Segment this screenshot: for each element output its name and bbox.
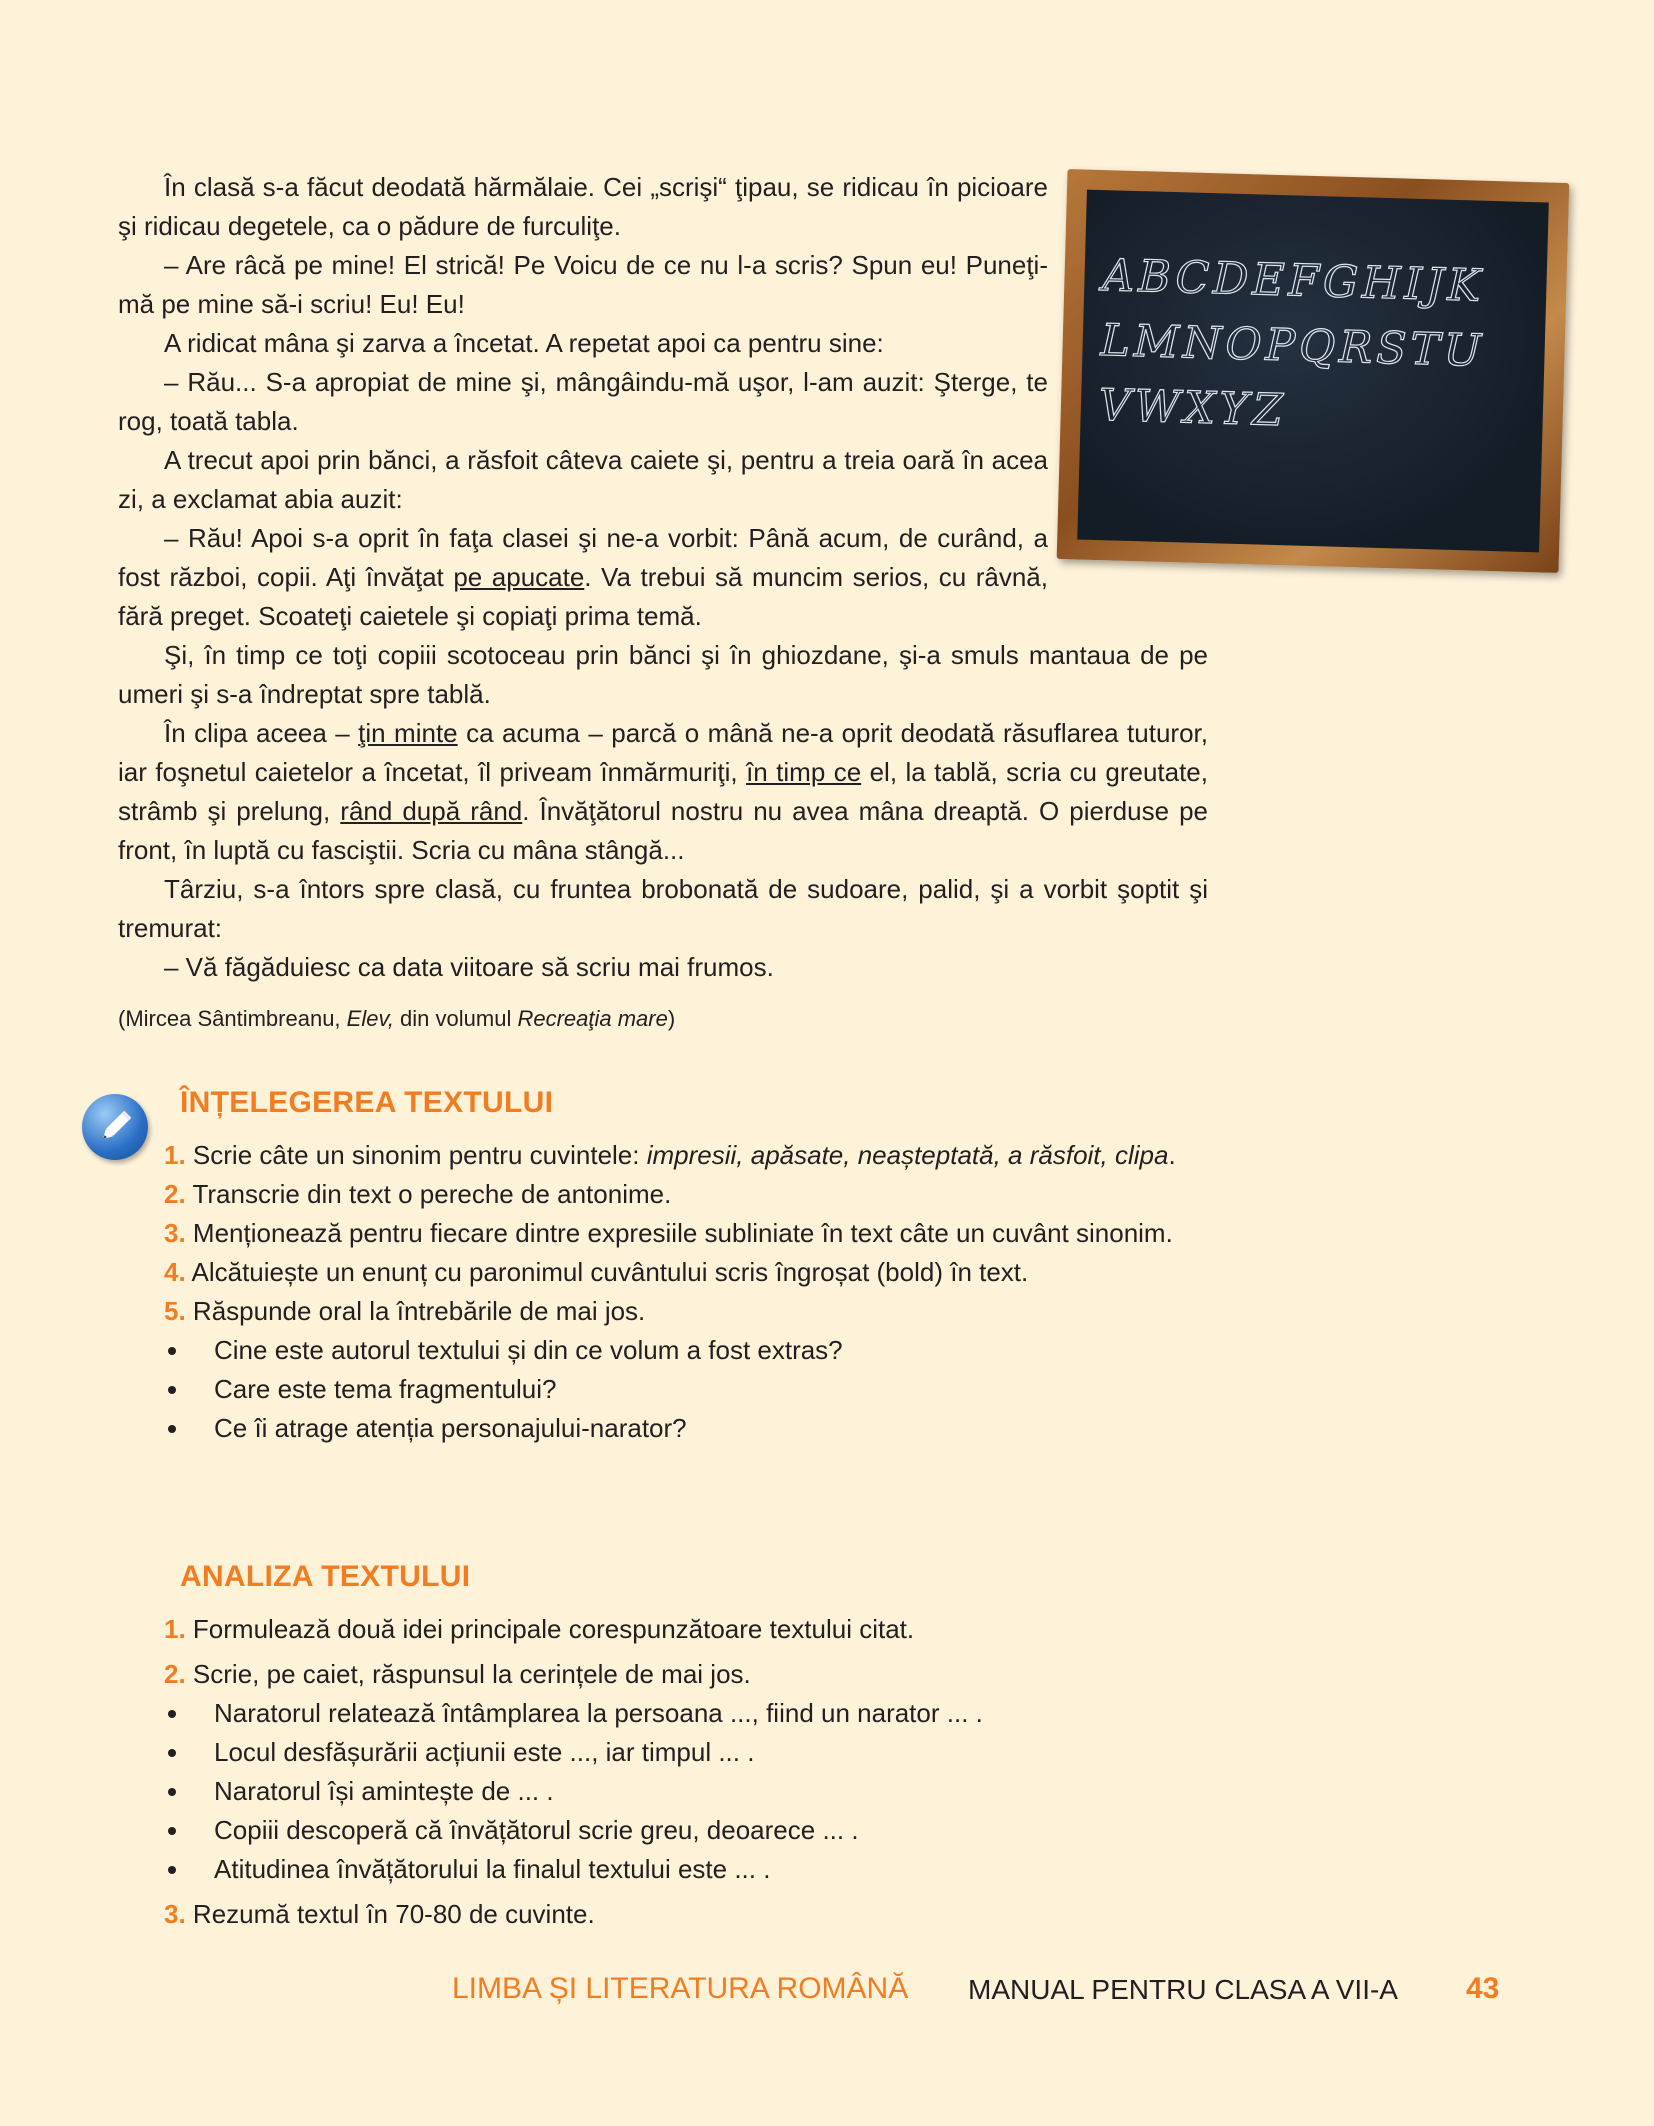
underlined-expression: ţin minte [358,718,458,748]
source-citation [118,1003,1208,1035]
exercise-item [118,1610,1208,1649]
exercise-text: Transcrie din text o pereche de antonime. [192,1179,672,1209]
exercise-text: Menționează pentru fiecare dintre expresiile subliniate în text câte un cuvânt sinonim. [192,1218,1173,1248]
exercise-number: 1. [164,1614,186,1644]
story-paragraph: – Rău... S-a apropiat de mine şi, mângâindu-mă uşor, l-am auzit: Şterge, te rog, toată tabla. [118,367,1048,436]
page-number: 43 [1466,1972,1500,2005]
story-paragraph [118,714,1208,870]
text-run: . Va trebui să muncim serios, cu râvnă, fără preget. Scoateţi caietele şi copiaţi prima temă. [118,562,1048,631]
story-paragraph: Şi, în timp ce toţi copiii scotoceau prin bănci şi în ghiozdane, şi-a smuls mantaua de pe umeri şi s-a îndreptat spre tablă. [118,640,1208,709]
analysis-exercises [118,1610,1208,1934]
blackboard-surface [1077,190,1549,553]
story-text [118,168,1208,1035]
blackboard-text-line: VWXYZ [1098,380,1288,437]
exercise-number: 3. [164,1218,186,1248]
blackboard-text-line: ABCDEFGHIJK [1101,250,1486,312]
text-run: – Rău! Apoi s-a oprit în faţa clasei şi ne-a vorbit: Până acum, de curând, a fost război, copii. Aţi învăţat [118,523,1048,592]
exercise-item [118,1655,1208,1694]
exercise-item [118,1253,1208,1292]
exercise-text: Scrie câte un sinonim pentru cuvintele: [192,1140,647,1170]
list-item: Ce îi atrage atenția personajului-narator? [118,1409,1208,1448]
exercise-item [118,1175,1208,1214]
story-paragraph: – Vă făgăduiesc ca data viitoare să scriu mai frumos. [164,952,774,982]
exercise-number: 2. [164,1659,186,1689]
story-paragraph: A trecut apoi prin bănci, a răsfoit câteva caiete şi, pentru a treia oară în acea zi, a exclamat abia auzit: [118,445,1048,514]
story-paragraph: A ridicat mâna şi zarva a încetat. A repetat apoi ca pentru sine: [164,328,884,358]
list-item: Copiii descoperă că învățătorul scrie greu, deoarece ... . [118,1811,1208,1850]
source-book: Recreaţia mare [517,1006,668,1031]
text-run: din volumul [393,1006,518,1031]
list-item: Cine este autorul textului și din ce volum a fost extras? [118,1331,1208,1370]
text-run: ca acuma – parcă o mână ne-a oprit deodată răsuflarea tuturor, iar foşnetul caietelor a încetat, îl priveam înmărmuriţi, [118,718,1208,787]
task-list [118,1694,1208,1889]
list-item: Naratorul își amintește de ... . [118,1772,1208,1811]
question-list [118,1331,1208,1448]
exercise-item [118,1214,1208,1253]
underlined-expression: pe apucate [453,562,585,592]
exercise-text: Rezumă textul în 70-80 de cuvinte. [192,1899,595,1929]
footer-title: LIMBA ȘI LITERATURA ROMÂNĂ [452,1972,909,2005]
exercise-number: 3. [164,1899,186,1929]
text-run: În clipa aceea – [164,718,359,748]
list-item: Locul desfășurării acțiunii este ..., iar timpul ... . [118,1733,1208,1772]
story-paragraph: Târziu, s-a întors spre clasă, cu fruntea brobonată de sudoare, palid, şi a vorbit şoptit şi tremurat: [118,874,1208,943]
exercise-text: Răspunde oral la întrebările de mai jos. [192,1296,646,1326]
story-paragraph: În clasă s-a făcut deodată hărmălaie. Cei „scrişi“ ţipau, se ridicau în picioare şi ridicau degetele, ca o pădure de furculiţe. [118,172,1048,241]
exercise-text: Alcătuiește un enunț cu paronimul cuvântului scris îngroșat (bold) în text. [191,1257,1029,1287]
exercise-words: impresii, apăsate, neașteptată, a răsfoit, clipa [646,1140,1169,1170]
exercise-number: 1. [164,1140,186,1170]
exercise-item [118,1136,1208,1175]
exercise-item [118,1895,1208,1934]
underlined-expression: în timp ce [746,757,862,787]
exercise-number: 2. [164,1179,186,1209]
exercise-number: 5. [164,1296,186,1326]
list-item: Naratorul relatează întâmplarea la persoana ..., fiind un narator ... . [118,1694,1208,1733]
text-run: el, la tablă, scria cu greutate, strâmb şi prelung, [118,757,1208,826]
page-footer [0,1972,1654,2016]
source-title: Elev, [346,1006,394,1031]
list-item: Atitudinea învățătorului la finalul textului este ... . [118,1850,1208,1889]
understanding-exercises [118,1136,1208,1448]
text-run: ) [667,1006,676,1031]
list-item: Care este tema fragmentului? [118,1370,1208,1409]
text-run: (Mircea Sântimbreanu, [118,1006,347,1031]
blackboard-illustration [1057,169,1570,573]
story-paragraph: – Are râcă pe mine! El strică! Pe Voicu de ce nu l-a scris? Spun eu! Puneţi-mă pe mine să-i scriu! Eu! Eu! [118,250,1048,319]
exercise-item [118,1292,1208,1331]
exercise-text: Scrie, pe caiet, răspunsul la cerințele de mai jos. [192,1659,751,1689]
exercise-text: . [1168,1140,1176,1170]
section-heading-analysis: ANALIZA TEXTULUI [180,1560,471,1593]
blackboard-text-line: LMNOPQRSTU [1100,315,1486,377]
exercise-text: Formulează două idei principale corespunzătoare textului citat. [192,1614,915,1644]
exercise-number: 4. [164,1257,186,1287]
text-run: . Învăţătorul nostru nu avea mâna dreaptă. O pierduse pe front, în luptă cu fasciştii. Scria cu mâna stângă... [118,796,1208,865]
story-paragraph [118,519,1048,636]
footer-subtitle: MANUAL PENTRU CLASA A VII-A [968,1974,1398,2005]
section-heading-understanding: ÎNȚELEGEREA TEXTULUI [180,1086,554,1119]
underlined-expression: rând după rând [340,796,523,826]
